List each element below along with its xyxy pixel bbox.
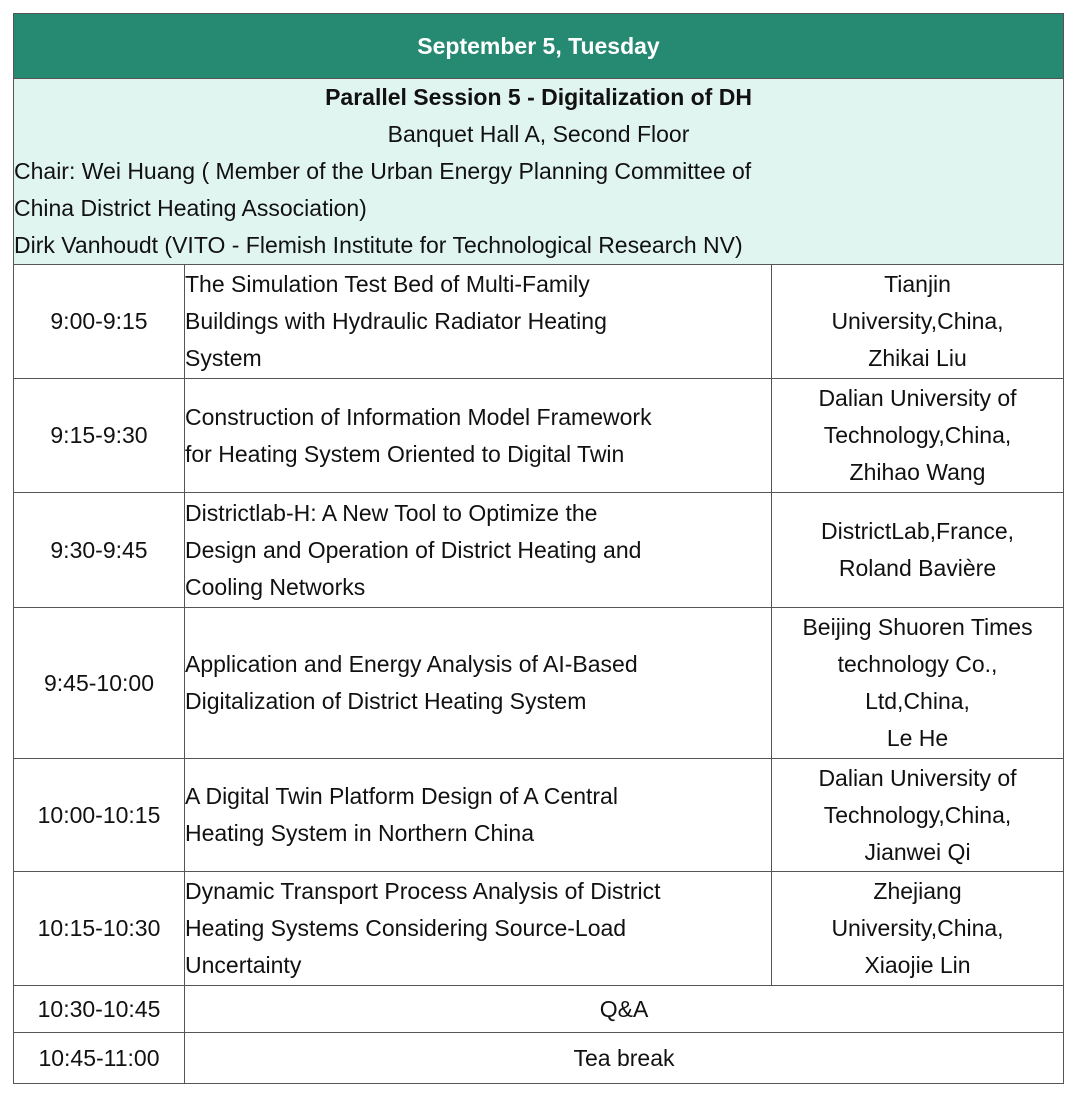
session-info-row [14,79,1064,265]
talk-title-line: Digitalization of District Heating System [185,688,587,714]
talk-title [185,872,772,986]
affiliation-line: Dalian University of [818,385,1017,411]
date-header-row [14,14,1064,79]
talk-title-line: Buildings with Hydraulic Radiator Heating [185,308,607,334]
talk-title [185,265,772,379]
talk-time: 9:00-9:15 [14,265,185,379]
session-title: Parallel Session 5 - Digitalization of DH [325,84,752,110]
talk-title-line: Districtlab-H: A New Tool to Optimize the [185,499,598,526]
table-row [14,872,1064,986]
chair-line: China District Heating Association) [14,195,367,221]
talk-title-line: Dynamic Transport Process Analysis of District [185,878,661,904]
affiliation-line: Xiaojie Lin [864,952,971,978]
talk-time: 10:00-10:15 [14,759,185,872]
table-row [14,608,1064,759]
talk-title [185,379,772,493]
affiliation-line: University,China, [831,915,1004,941]
table-row [14,493,1064,608]
talk-title-line: Heating System in Northern China [185,820,534,846]
talk-title-line: Application and Energy Analysis of AI-Based [185,651,638,677]
talk-time: 10:15-10:30 [14,872,185,986]
affiliation-line: DistrictLab,France, [821,518,1015,544]
talk-affiliation [772,872,1064,986]
chair-line: Chair: Wei Huang ( Member of the Urban Energy Planning Committee of [14,158,752,184]
affiliation-line: Zhikai Liu [868,345,967,371]
table-row [14,265,1064,379]
talk-title-line: Design and Operation of District Heating and [185,536,642,563]
talk-affiliation [772,608,1064,759]
affiliation-line: Le He [886,725,949,751]
affiliation-line: Ltd,China, [865,688,970,714]
break-time: 10:30-10:45 [14,986,185,1033]
table-row [14,1033,1064,1084]
talk-affiliation [772,379,1064,493]
affiliation-line: University,China, [831,308,1004,334]
affiliation-line: Dalian University of [818,764,1017,791]
affiliation-line: Technology,China, [823,801,1012,828]
talk-title-line: System [185,345,262,371]
affiliation-line: technology Co., [837,651,998,677]
chair-line: Dirk Vanhoudt (VITO - Flemish Institute for Technological Research NV) [14,232,743,258]
break-time: 10:45-11:00 [14,1033,185,1084]
session-location: Banquet Hall A, Second Floor [387,121,690,147]
table-row [14,379,1064,493]
affiliation-line: Roland Bavière [838,555,997,581]
talk-title [185,608,772,759]
affiliation-line: Beijing Shuoren Times [802,614,1033,640]
talk-affiliation [772,759,1064,872]
talk-title-line: A Digital Twin Platform Design of A Central [185,783,618,809]
affiliation-line: Technology,China, [823,422,1012,448]
affiliation-line: Tianjin [884,271,951,297]
talk-time: 9:15-9:30 [14,379,185,493]
talk-title-line: Construction of Information Model Framework [185,403,652,430]
talk-title [185,759,772,872]
talk-title-line: Heating Systems Considering Source-Load [185,915,627,941]
tea-break-label: Tea break [185,1033,1064,1084]
talk-affiliation [772,493,1064,608]
schedule-table [13,13,1064,1084]
talk-title-line: Uncertainty [185,952,302,978]
talk-title-line: The Simulation Test Bed of Multi-Family [185,271,590,297]
talk-title-line: for Heating System Oriented to Digital Twin [185,440,625,467]
qa-label: Q&A [185,986,1064,1033]
talk-affiliation [772,265,1064,379]
date-header: September 5, Tuesday [14,14,1064,79]
affiliation-line: Zhihao Wang [849,459,986,485]
affiliation-line: Jianwei Qi [864,838,971,865]
table-row [14,759,1064,872]
talk-time: 9:30-9:45 [14,493,185,608]
talk-title [185,493,772,608]
affiliation-line: Zhejiang [873,878,962,904]
talk-title-line: Cooling Networks [185,573,366,600]
session-info [14,79,1064,265]
talk-time: 9:45-10:00 [14,608,185,759]
table-row [14,986,1064,1033]
